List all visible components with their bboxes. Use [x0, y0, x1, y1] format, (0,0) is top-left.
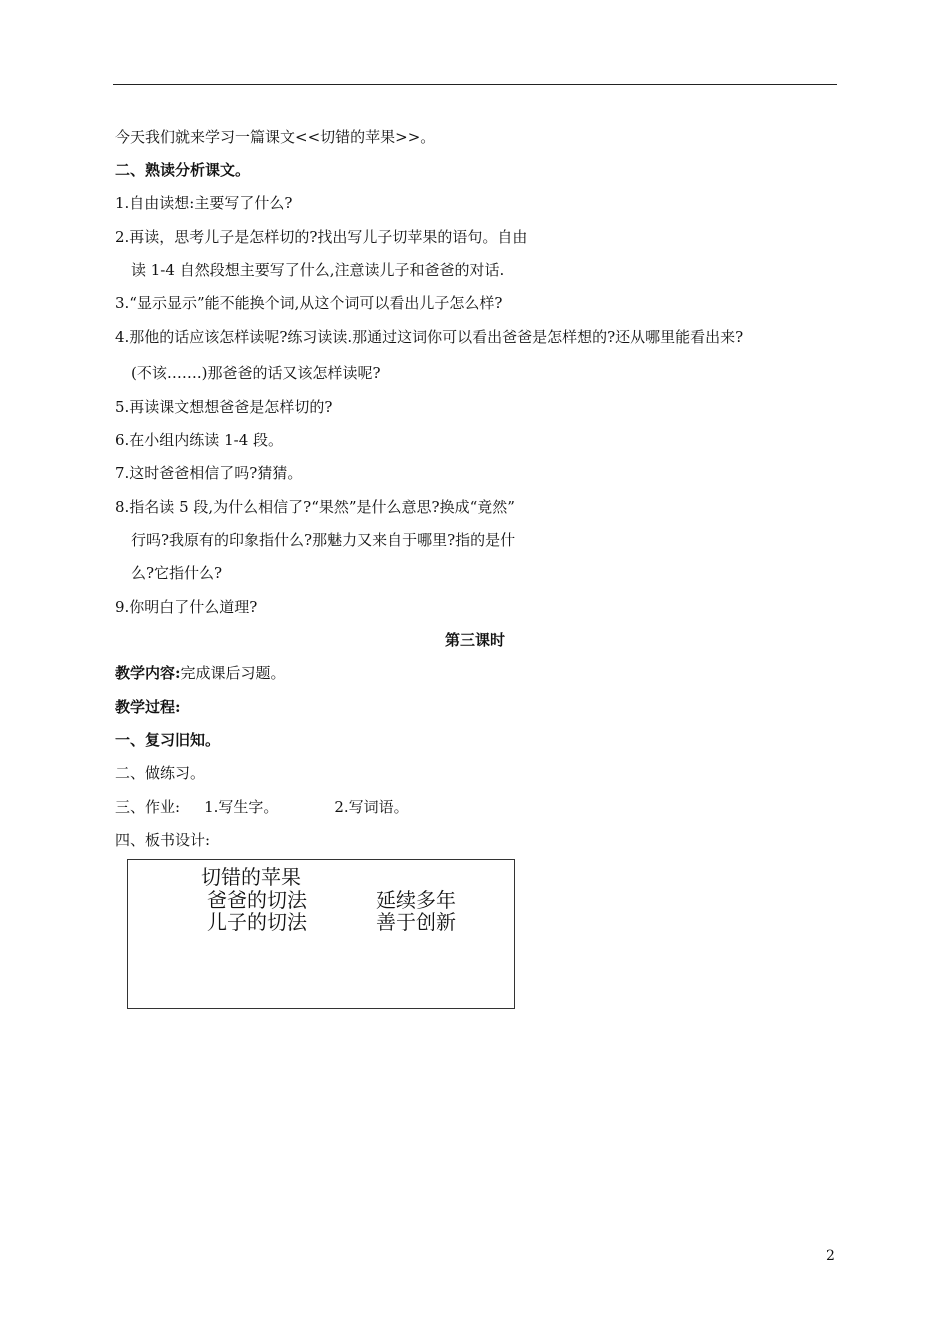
- list-item: 4.那他的话应该怎样读呢?练习读读.那通过这词你可以看出爸爸是怎样想的?还从哪里能看出来?: [115, 328, 744, 346]
- list-item-continuation: 读 1-4 自然段想主要写了什么,注意读儿子和爸爸的对话.: [131, 261, 505, 279]
- page-number: 2: [826, 1248, 835, 1264]
- list-item: 6.在小组内练读 1-4 段。: [115, 431, 284, 449]
- content-label: 教学内容:: [115, 664, 181, 682]
- board-design-box: [127, 859, 515, 1009]
- step-review: 一、复习旧知。: [115, 731, 221, 749]
- board-left-1: 爸爸的切法: [207, 888, 307, 912]
- content-text: 完成课后习题。: [180, 664, 286, 682]
- list-item: 3.“显示显示”能不能换个词,从这个词可以看出儿子怎么样?: [115, 294, 503, 312]
- board-title: 切错的苹果: [201, 865, 301, 889]
- homework-label: 三、作业:: [115, 798, 181, 816]
- list-item: 9.你明白了什么道理?: [115, 598, 258, 616]
- step-board-design: 四、板书设计:: [115, 831, 211, 849]
- intro-line: 今天我们就来学习一篇课文<<切错的苹果>>。: [115, 128, 436, 146]
- homework-item: 1.写生字。: [204, 798, 279, 816]
- board-right-2: 善于创新: [376, 910, 456, 934]
- lesson-title: 第三课时: [444, 631, 505, 649]
- list-item: 5.再读课文想想爸爸是怎样切的?: [115, 398, 333, 416]
- homework-item: 2.写词语。: [334, 798, 409, 816]
- list-item-continuation: 么?它指什么?: [131, 564, 223, 582]
- step-practice: 二、做练习。: [115, 764, 206, 782]
- list-item: 8.指名读 5 段,为什么相信了?“果然”是什么意思?换成“竟然”: [115, 498, 515, 516]
- content-line: [115, 663, 286, 683]
- board-left-2: 儿子的切法: [207, 910, 307, 934]
- list-item: 7.这时爸爸相信了吗?猜猜。: [115, 464, 303, 482]
- list-item-continuation: (不该…….)那爸爸的话又该怎样读呢?: [131, 364, 381, 382]
- section-heading: 二、熟读分析课文。: [115, 161, 251, 179]
- list-item-continuation: 行吗?我原有的印象指什么?那魅力又来自于哪里?指的是什: [131, 531, 516, 549]
- board-right-1: 延续多年: [376, 888, 456, 912]
- list-item: 2.再读，思考儿子是怎样切的?找出写儿子切苹果的语句。自由: [115, 228, 528, 246]
- list-item: 1.自由读想:主要写了什么?: [115, 194, 293, 212]
- process-label: 教学过程:: [115, 698, 181, 716]
- step-homework: [115, 797, 409, 817]
- header-rule: [113, 84, 837, 85]
